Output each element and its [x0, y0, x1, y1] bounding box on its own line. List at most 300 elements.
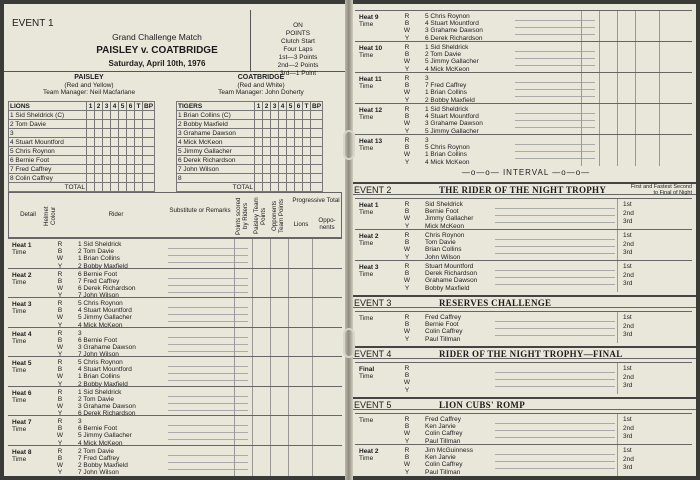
score-cell [263, 147, 271, 156]
rider-name: 4 Mick McKeon [78, 439, 123, 447]
grid-line [312, 416, 313, 447]
score-cell [135, 147, 143, 156]
score-cell [263, 120, 271, 129]
score-cell [143, 138, 155, 147]
table-row [177, 111, 323, 120]
grid-line [312, 239, 313, 270]
rider-name: Brian Collins [425, 246, 462, 254]
score-cell [287, 147, 295, 156]
helmet-colour: Y [57, 380, 63, 388]
riders [425, 137, 470, 166]
score-cell [255, 174, 263, 183]
rider-name: Bernie Foot [425, 208, 459, 216]
rider-name: Jimmy Gallacher [425, 215, 474, 223]
helmet-colour: Y [57, 410, 63, 418]
grid-line [635, 135, 636, 166]
rider-name: 5 Jimmy Gallacher [177, 147, 255, 156]
helmet-colours [403, 263, 411, 292]
place-label: 3rd [623, 464, 633, 471]
score-cell [287, 111, 295, 120]
col-substitute: Substitute or Remarks [169, 207, 231, 214]
score-cell [271, 111, 279, 120]
rider-name: 3 Grahame Dawson [425, 27, 483, 35]
total-cell [111, 183, 119, 192]
heat-label [359, 14, 379, 28]
rider-name: 1 Sid Sheldrick [425, 44, 469, 51]
heat-number: Heat 2 [359, 233, 379, 240]
helmet-colours [403, 13, 411, 42]
time-label: Time [359, 240, 374, 247]
score-cell [271, 147, 279, 156]
col-helmet: Helmet Colour [43, 206, 57, 226]
score-cell [111, 147, 119, 156]
heat-number: Heat 12 [359, 107, 383, 114]
time-label: Time [12, 308, 27, 315]
table-row [9, 120, 155, 129]
helmet-colour: B [404, 208, 410, 216]
table-row [177, 129, 323, 138]
helmet-colour: R [404, 44, 410, 51]
helmet-colour: W [403, 151, 411, 159]
helmet-colour: R [57, 300, 63, 307]
home-team-name: PAISLEY [74, 74, 104, 81]
riders [78, 389, 136, 418]
rider-name: Fred Caffrey [425, 314, 462, 321]
score-cell [255, 147, 263, 156]
helmet-colour: B [404, 270, 410, 278]
grid-line [617, 104, 618, 135]
heat-label [359, 138, 382, 152]
helmet-colour: B [404, 372, 410, 380]
grid-line [312, 357, 313, 388]
riders [425, 13, 483, 42]
remarks-lines [168, 360, 248, 386]
riders [425, 447, 473, 476]
heat-label [12, 419, 32, 433]
remarks-lines [495, 264, 615, 290]
grid-line [617, 363, 618, 394]
away-team-info [176, 74, 346, 97]
score-cell [87, 165, 95, 174]
place-labels [623, 447, 634, 473]
helmet-colour: Y [57, 469, 63, 476]
helmet-colours [56, 389, 64, 418]
heat-number: Heat 10 [359, 45, 383, 52]
helmet-colours [403, 44, 411, 73]
score-cell [135, 138, 143, 147]
total-cell [295, 183, 303, 192]
grid-line [288, 328, 289, 359]
helmet-colour: R [404, 75, 410, 82]
time-label: Time [12, 249, 27, 256]
remarks-lines [515, 76, 595, 102]
score-cell [95, 174, 103, 183]
rider-name [425, 365, 427, 372]
col-opponents-points: Opponents Team Points [271, 198, 285, 234]
rider-name: 1 Sid Sheldrick [78, 388, 122, 396]
score-cell [271, 138, 279, 147]
riders [425, 201, 473, 230]
remarks-lines [495, 202, 615, 228]
rider-name: 5 Chris Roynon [9, 147, 87, 156]
rider-name: 3 [78, 418, 82, 425]
helmet-colour: R [57, 270, 63, 278]
score-cell [311, 120, 323, 129]
remarks-lines [495, 417, 615, 443]
helmet-colour: W [403, 430, 411, 438]
grid-line [617, 414, 618, 445]
grid-line [252, 269, 253, 300]
heat-label [359, 233, 379, 247]
score-cell [295, 165, 303, 174]
points-line: 3rd—1 Point [279, 70, 317, 77]
table-row [9, 156, 155, 165]
score-cell [263, 129, 271, 138]
rider-name: 5 Chris Roynon [425, 144, 470, 152]
score-cell [279, 129, 287, 138]
place-label: 1st [623, 314, 632, 321]
total-cell [87, 183, 95, 192]
score-cell [279, 111, 287, 120]
event-header [351, 397, 696, 410]
riders [425, 263, 477, 292]
rider-name: 5 Chris Roynon [78, 300, 123, 307]
rider-name: 6 Bernie Foot [78, 336, 118, 344]
score-cell [263, 156, 271, 165]
score-cell [95, 147, 103, 156]
grid-line [617, 73, 618, 104]
heat-number: Heat 11 [359, 76, 382, 83]
score-cell [255, 165, 263, 174]
grid-line [270, 357, 271, 388]
helmet-colours [56, 241, 64, 270]
helmet-colour: R [57, 329, 63, 337]
score-cell [103, 174, 111, 183]
heat-block [8, 445, 342, 476]
heat-label [12, 242, 32, 256]
score-cell [103, 147, 111, 156]
heat-number: Heat 8 [12, 448, 32, 456]
score-cell [271, 174, 279, 183]
grid-line [252, 357, 253, 388]
grid-line [252, 446, 253, 477]
remarks-lines [168, 301, 248, 327]
place-labels [623, 365, 634, 391]
score-cell [311, 111, 323, 120]
rider-name: 1 Sid Sheldrick [425, 106, 469, 113]
grid-line [599, 73, 600, 104]
rider-name: 7 John Wilson [177, 165, 255, 174]
heat-block [355, 229, 692, 260]
rider-name: 1 Brian Collins [78, 373, 120, 381]
rider-name [425, 387, 427, 394]
heat-block [8, 327, 342, 358]
ride-col-header: 1 [255, 102, 263, 111]
col-opponents: Oppo-nents [318, 217, 336, 231]
score-cell [135, 174, 143, 183]
time-label: Time [359, 21, 374, 28]
helmet-colour: B [404, 239, 410, 247]
grid-line [581, 73, 582, 104]
score-cell [135, 129, 143, 138]
rider-name: 3 Grahame Dawson [78, 343, 136, 351]
score-cell [119, 165, 127, 174]
rider-name: Tom Davie [425, 239, 456, 247]
score-cell [143, 120, 155, 129]
place-label: 1st [623, 416, 632, 423]
grid-line [234, 269, 235, 300]
riders [425, 106, 483, 135]
heat-label [12, 449, 32, 463]
rider-name: 6 Bernie Foot [9, 156, 87, 165]
helmet-colours [403, 447, 411, 476]
score-cell [303, 111, 311, 120]
score-cell [127, 120, 135, 129]
score-cell [311, 174, 323, 183]
grid-line [581, 104, 582, 135]
helmet-colour: R [404, 106, 410, 113]
score-cell [135, 156, 143, 165]
rider-name: 4 Mick McKeon [425, 65, 470, 73]
total-cell [311, 183, 323, 192]
helmet-colour: B [57, 277, 63, 285]
rider-name: Paul Tillman [425, 335, 461, 343]
heat-block [8, 238, 342, 269]
score-cell [311, 156, 323, 165]
staple [343, 130, 355, 160]
rider-name: 2 Bobby Maxfield [78, 380, 128, 388]
grid-line [635, 42, 636, 73]
rider-name: 6 Bernie Foot [78, 425, 118, 433]
score-cell [111, 120, 119, 129]
grid-line [234, 357, 235, 388]
score-cell [303, 174, 311, 183]
helmet-colour: R [404, 447, 410, 454]
grid-line [288, 387, 289, 418]
team-label: TIGERS [177, 102, 255, 111]
helmet-colour: R [57, 388, 63, 396]
score-cell [303, 165, 311, 174]
score-cell [111, 174, 119, 183]
rider-name: Paul Tillman [425, 437, 461, 445]
ride-col-header: 3 [103, 102, 111, 111]
score-cell [95, 111, 103, 120]
rider-name: 6 Derek Richardson [78, 410, 136, 418]
rider-name: 6 Derek Richardson [177, 156, 255, 165]
rider-name: Derek Richardson [425, 270, 478, 278]
helmet-colour: W [56, 343, 64, 351]
helmet-colour: B [57, 425, 63, 433]
place-labels [623, 314, 634, 340]
helmet-colour: R [57, 359, 63, 366]
table-row [9, 129, 155, 138]
score-cell [95, 129, 103, 138]
rider-name: Colin Caffrey [425, 461, 463, 469]
helmet-colour: B [57, 336, 63, 344]
points-line: Clutch Start [281, 38, 315, 45]
event-number: EVENT 4 [354, 349, 392, 359]
score-cell [279, 165, 287, 174]
heat-number: Heat 13 [359, 138, 383, 145]
score-cell [127, 111, 135, 120]
score-cell [127, 138, 135, 147]
place-label: 1st [623, 447, 632, 454]
grid-line [312, 298, 313, 329]
rider-name: 2 Tom Davie [78, 447, 115, 455]
helmet-colour: B [404, 113, 410, 121]
score-cell [119, 138, 127, 147]
event-note: First and Fastest Second to Final of Night [630, 184, 692, 196]
rider-name: 7 John Wilson [78, 469, 119, 476]
score-cell [127, 165, 135, 174]
helmet-colour: Y [404, 96, 410, 104]
rider-name: 6 Derek Richardson [78, 284, 136, 292]
event-header [351, 182, 696, 195]
rider-name: Bobby Maxfield [425, 284, 470, 292]
place-labels [623, 263, 634, 289]
score-cell [295, 147, 303, 156]
total-cell [119, 183, 127, 192]
helmet-colour: B [404, 321, 410, 329]
helmet-colours [56, 418, 64, 447]
score-cell [119, 147, 127, 156]
heat-number: Heat 7 [12, 419, 32, 426]
score-cell [271, 120, 279, 129]
helmet-colour: B [404, 82, 410, 90]
riders [425, 232, 464, 261]
score-cell [311, 138, 323, 147]
rider-name: 3 [425, 137, 429, 144]
total-cell [127, 183, 135, 192]
helmet-colours [403, 416, 411, 445]
helmet-colour: B [404, 423, 410, 431]
grid-line [252, 416, 253, 447]
score-cell [87, 111, 95, 120]
helmet-colour: R [404, 365, 410, 372]
rider-name: 4 Mick McKeon [425, 158, 470, 166]
table-header-row [177, 102, 323, 111]
helmet-colour: Y [404, 335, 410, 343]
ride-col-header: 4 [111, 102, 119, 111]
rider-name: 2 Tom Davie [425, 51, 462, 59]
score-cell [135, 120, 143, 129]
total-label: TOTAL [9, 183, 87, 192]
heat-number: Heat 3 [12, 301, 32, 308]
score-cell [111, 129, 119, 138]
score-cell [103, 165, 111, 174]
helmet-colour: Y [57, 262, 63, 270]
helmet-colour: B [57, 307, 63, 315]
col-points: Points scored by Riders [235, 197, 249, 235]
score-cell [311, 165, 323, 174]
score-cell [263, 174, 271, 183]
rider-name [425, 379, 427, 386]
helmet-colour: Y [404, 158, 410, 166]
score-cell [295, 174, 303, 183]
rider-name: Ken Jarvie [425, 454, 456, 462]
grid-line [234, 416, 235, 447]
remarks-lines [515, 138, 595, 164]
score-cell [111, 156, 119, 165]
helmet-colour: W [56, 255, 64, 263]
ride-col-header: 5 [287, 102, 295, 111]
grid-line [252, 387, 253, 418]
staple [343, 328, 355, 358]
helmet-colour: B [57, 395, 63, 403]
grid-line [635, 11, 636, 42]
ride-col-header: 3 [271, 102, 279, 111]
event-number: EVENT 5 [354, 400, 392, 410]
rider-name: 8 [177, 174, 255, 183]
score-cell [255, 156, 263, 165]
score-cell [103, 138, 111, 147]
table-row [9, 111, 155, 120]
rider-name: 7 Fred Caffrey [78, 454, 120, 462]
score-cell [87, 156, 95, 165]
time-label: Time [359, 271, 374, 278]
time-label: Time [359, 209, 374, 216]
away-riders-table [176, 101, 323, 192]
grid-line [659, 42, 660, 73]
heat-block [355, 72, 692, 103]
grid-line [617, 261, 618, 292]
helmet-colour: Y [57, 439, 63, 447]
helmet-colours [403, 232, 411, 261]
rider-name: 1 Brian Collins [425, 151, 467, 159]
points-line: 2nd—2 Points [277, 62, 319, 69]
score-cell [255, 129, 263, 138]
heat-label [12, 272, 32, 286]
time-label: Time [359, 455, 374, 462]
total-cell [279, 183, 287, 192]
table-header-row [9, 102, 155, 111]
helmet-colour: B [57, 248, 63, 256]
heat-number: Heat 2 [359, 448, 379, 455]
grid-line [312, 269, 313, 300]
event-number: EVENT 3 [354, 298, 392, 308]
grid-line [270, 328, 271, 359]
score-cell [279, 156, 287, 165]
score-cell [87, 120, 95, 129]
score-cell [95, 156, 103, 165]
grid-line [288, 298, 289, 329]
score-cell [87, 129, 95, 138]
helmet-colour: B [404, 454, 410, 462]
riders [78, 241, 128, 270]
col-rider: Rider [108, 211, 124, 218]
helmet-colour: Y [404, 468, 410, 476]
score-cell [95, 138, 103, 147]
heat-block [355, 134, 692, 165]
total-cell [287, 183, 295, 192]
score-cell [143, 129, 155, 138]
rider-name: 5 Jimmy Gallacher [425, 58, 479, 66]
remarks-lines [168, 419, 248, 445]
place-label: 1st [623, 201, 632, 208]
helmet-colours [403, 106, 411, 135]
helmet-colours [403, 365, 411, 394]
event-number: EVENT 1 [12, 18, 54, 29]
score-cell [103, 156, 111, 165]
left-page [4, 4, 346, 476]
rider-name: 4 Stuart Mountford [78, 307, 132, 315]
rider-name: 4 Mick McKeon [177, 138, 255, 147]
grid-line [234, 298, 235, 329]
helmet-colour: Y [404, 65, 410, 73]
remarks-lines [495, 315, 615, 341]
grid-line [288, 269, 289, 300]
rider-name: 1 Sid Sheldrick [78, 241, 122, 248]
